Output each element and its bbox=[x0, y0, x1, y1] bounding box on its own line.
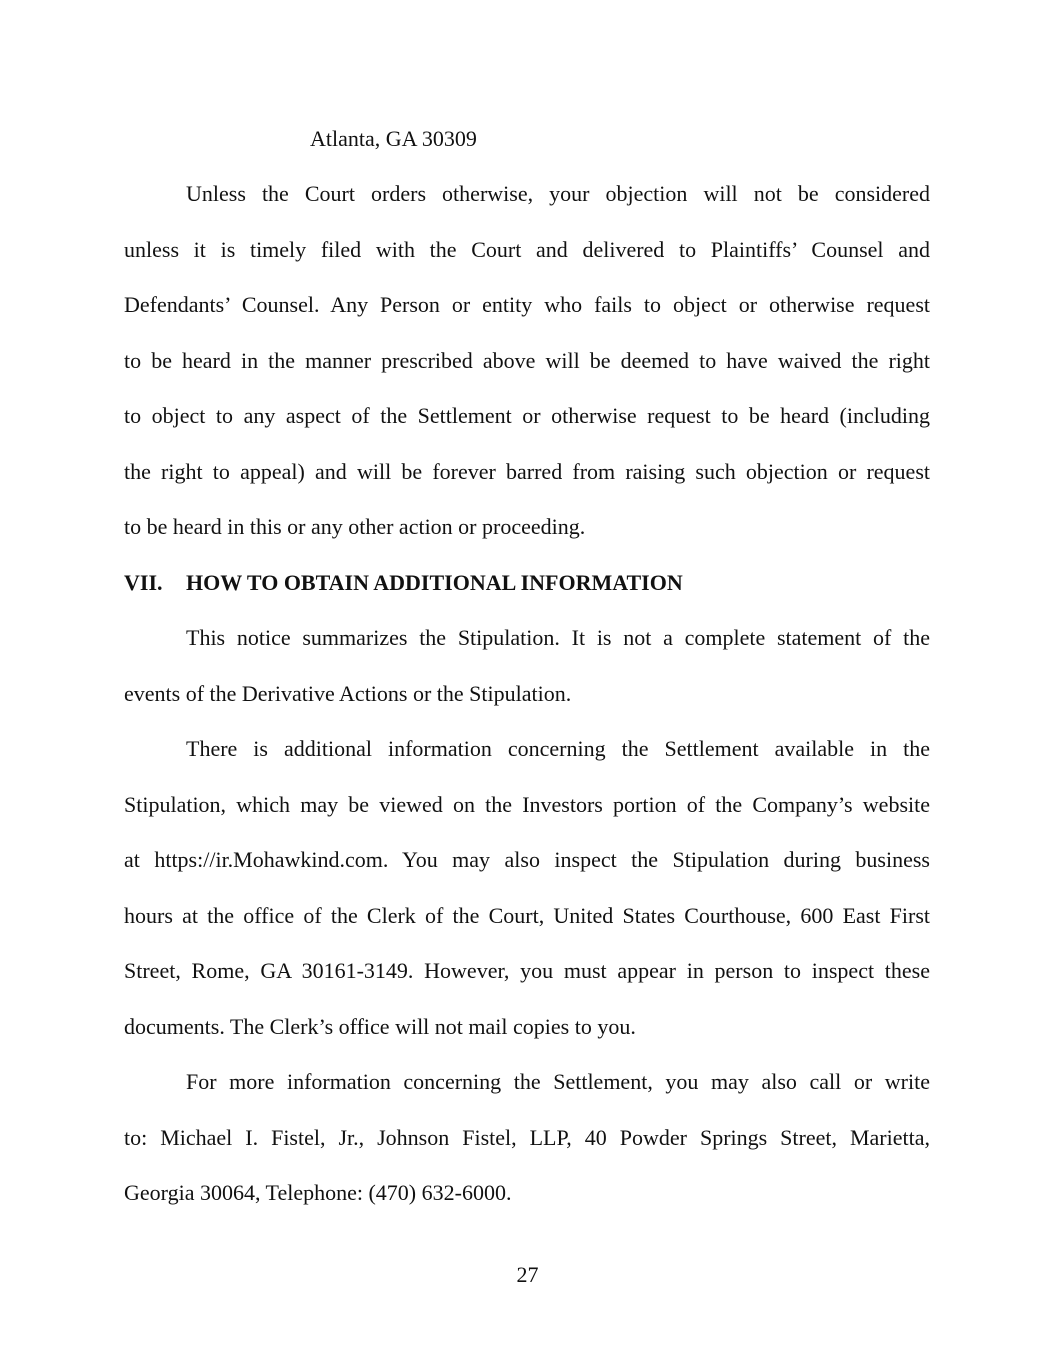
paragraph-line: Unless the Court orders otherwise, your objection will not be considered bbox=[186, 181, 930, 206]
paragraph-line: documents. The Clerk’s office will not mail copies to you. bbox=[124, 1014, 636, 1039]
paragraph-line: unless it is timely filed with the Court and delivered to Plaintiffs’ Counsel and bbox=[124, 237, 930, 262]
paragraph-line: events of the Derivative Actions or the Stipulation. bbox=[124, 681, 572, 706]
paragraph-line: to object to any aspect of the Settlement or otherwise request to be heard (including bbox=[124, 403, 930, 428]
paragraph-line: to be heard in this or any other action or proceeding. bbox=[124, 514, 586, 539]
paragraph-line: at https://ir.Mohawkind.com. You may also inspect the Stipulation during business bbox=[124, 847, 930, 872]
paragraph-line: Street, Rome, GA 30161-3149. However, you must appear in person to inspect these bbox=[124, 958, 930, 983]
paragraph-line: to: Michael I. Fistel, Jr., Johnson Fistel, LLP, 40 Powder Springs Street, Marietta, bbox=[124, 1125, 930, 1150]
paragraph-line: This notice summarizes the Stipulation. It is not a complete statement of the bbox=[186, 625, 930, 650]
paragraph-line: hours at the office of the Clerk of the Court, United States Courthouse, 600 East First bbox=[124, 903, 930, 928]
address-line: Atlanta, GA 30309 bbox=[310, 126, 477, 151]
paragraph-line: Stipulation, which may be viewed on the Investors portion of the Company’s website bbox=[124, 792, 930, 817]
paragraph-line: Defendants’ Counsel. Any Person or entity who fails to object or otherwise request bbox=[124, 292, 930, 317]
paragraph-line: For more information concerning the Settlement, you may also call or write bbox=[186, 1069, 930, 1094]
section-title: HOW TO OBTAIN ADDITIONAL INFORMATION bbox=[186, 570, 683, 595]
paragraph-line: Georgia 30064, Telephone: (470) 632-6000. bbox=[124, 1180, 512, 1205]
paragraph-line: the right to appeal) and will be forever barred from raising such objection or request bbox=[124, 459, 930, 484]
section-number: VII. bbox=[124, 570, 163, 595]
paragraph-line: to be heard in the manner prescribed above will be deemed to have waived the right bbox=[124, 348, 930, 373]
page-number: 27 bbox=[516, 1262, 539, 1287]
paragraph-line: There is additional information concerning the Settlement available in the bbox=[186, 736, 930, 761]
